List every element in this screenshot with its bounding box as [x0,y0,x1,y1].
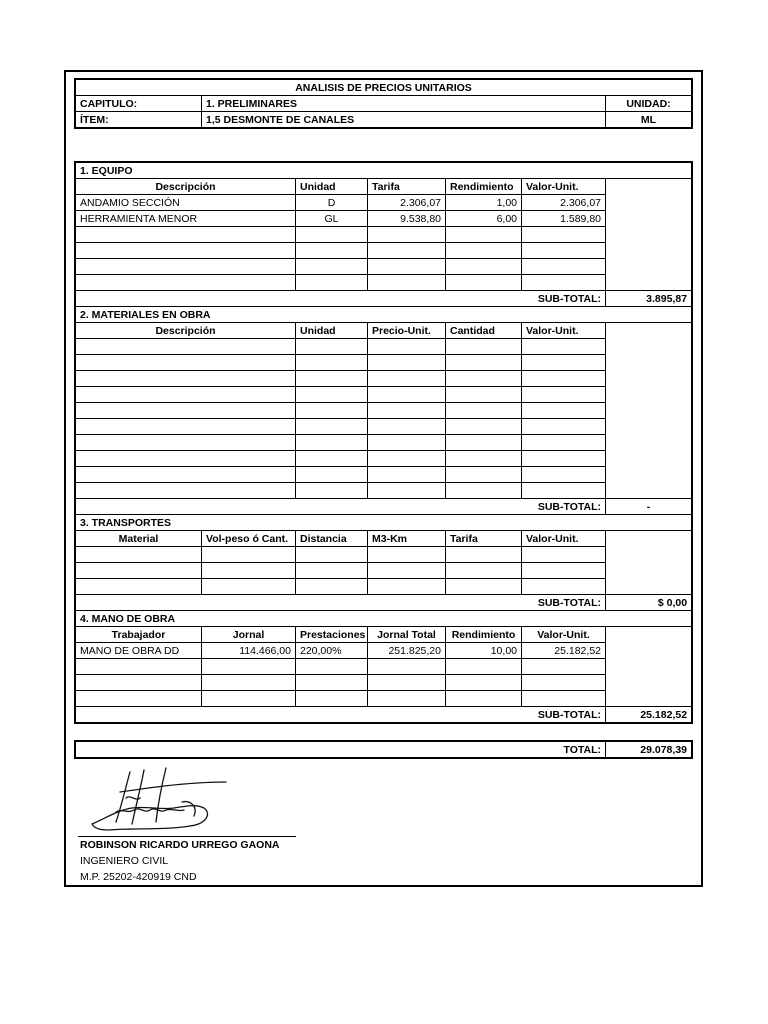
total-value: 29.078,39 [606,742,692,758]
mano-obra-side-cell [606,627,692,707]
transportes-side-cell [606,531,692,595]
table-row [76,195,692,211]
materiales-col-valor: Valor-Unit. [522,323,606,339]
mano-obra-subtotal-label: SUB-TOTAL: [76,707,606,723]
unidad-value: ML [606,112,692,128]
item-label: ÍTEM: [76,112,202,128]
table-row [76,547,692,563]
capitulo-value: 1. PRELIMINARES [202,96,606,112]
materiales-col-unidad: Unidad [296,323,368,339]
section-equipo-title: 1. EQUIPO [76,163,692,179]
mano-obra-col-trabajador: Trabajador [76,627,202,643]
mano-obra-subtotal-row [76,707,692,723]
equipo-valor: 2.306,07 [522,195,606,211]
table-row [76,435,692,451]
unidad-label: UNIDAD: [606,96,692,112]
equipo-rendimiento: 6,00 [446,211,522,227]
transportes-col-distancia: Distancia [296,531,368,547]
transportes-header-row [76,531,692,547]
equipo-unidad: D [296,195,368,211]
table-row [76,339,692,355]
table-row [76,691,692,707]
transportes-col-m3km: M3-Km [368,531,446,547]
materiales-col-precio: Precio-Unit. [368,323,446,339]
table-row [76,483,692,499]
apu-sections-table [75,162,692,723]
section-mano-obra-title: 4. MANO DE OBRA [76,611,692,627]
section-materiales-title: 2. MATERIALES EN OBRA [76,307,692,323]
transportes-col-valor: Valor-Unit. [522,531,606,547]
table-row [76,259,692,275]
equipo-tarifa: 9.538,80 [368,211,446,227]
table-row [76,467,692,483]
table-row [76,275,692,291]
equipo-col-valor: Valor-Unit. [522,179,606,195]
transportes-subtotal-label: SUB-TOTAL: [76,595,606,611]
equipo-desc: ANDAMIO SECCIÓN [76,195,296,211]
equipo-side-cell [606,179,692,291]
total-label: TOTAL: [76,742,606,758]
equipo-header-row [76,179,692,195]
equipo-desc: HERRAMIENTA MENOR [76,211,296,227]
equipo-col-descripcion: Descripción [76,179,296,195]
materiales-subtotal-value: - [606,499,692,515]
mano-obra-prestaciones: 220,00% [296,643,368,659]
table-row [76,243,692,259]
table-row [76,371,692,387]
mano-obra-header-row [76,627,692,643]
signature-image [86,764,236,836]
table-row [76,659,692,675]
materiales-col-cantidad: Cantidad [446,323,522,339]
equipo-col-rendimiento: Rendimiento [446,179,522,195]
mano-obra-col-rendimiento: Rendimiento [446,627,522,643]
mano-obra-subtotal-value: 25.182,52 [606,707,692,723]
mano-obra-jornal: 114.466,00 [202,643,296,659]
total-table [75,741,692,758]
table-row [76,451,692,467]
header-table [75,79,692,128]
table-row [76,579,692,595]
transportes-subtotal-value: $ 0,00 [606,595,692,611]
mano-obra-jornal-total: 251.825,20 [368,643,446,659]
materiales-col-descripcion: Descripción [76,323,296,339]
equipo-tarifa: 2.306,07 [368,195,446,211]
materiales-subtotal-row [76,499,692,515]
mano-obra-col-jornal-total: Jornal Total [368,627,446,643]
mano-obra-rendimiento: 10,00 [446,643,522,659]
table-row [76,643,692,659]
table-row [76,211,692,227]
signer-title: INGENIERO CIVIL [80,855,169,867]
table-row [76,563,692,579]
transportes-col-volpeso: Vol-peso ó Cant. [202,531,296,547]
mano-obra-col-jornal: Jornal [202,627,296,643]
mano-obra-valor: 25.182,52 [522,643,606,659]
equipo-valor: 1.589,80 [522,211,606,227]
mano-obra-col-valor: Valor-Unit. [522,627,606,643]
mano-obra-trabajador: MANO DE OBRA DD [76,643,202,659]
table-row [76,675,692,691]
transportes-subtotal-row [76,595,692,611]
table-row [76,227,692,243]
page-title: ANALISIS DE PRECIOS UNITARIOS [76,80,692,96]
table-row [76,403,692,419]
transportes-col-tarifa: Tarifa [446,531,522,547]
equipo-subtotal-row [76,291,692,307]
equipo-unidad: GL [296,211,368,227]
equipo-subtotal-value: 3.895,87 [606,291,692,307]
signature-line [78,836,296,837]
signer-mp: M.P. 25202-420919 CND [80,871,197,883]
section-transportes-title: 3. TRANSPORTES [76,515,692,531]
materiales-subtotal-label: SUB-TOTAL: [76,499,606,515]
item-value: 1,5 DESMONTE DE CANALES [202,112,606,128]
equipo-col-tarifa: Tarifa [368,179,446,195]
table-row [76,419,692,435]
materiales-header-row [76,323,692,339]
transportes-col-material: Material [76,531,202,547]
signer-name: ROBINSON RICARDO URREGO GAONA [80,839,280,851]
mano-obra-col-prestaciones: Prestaciones [296,627,368,643]
table-row [76,355,692,371]
equipo-subtotal-label: SUB-TOTAL: [76,291,606,307]
equipo-rendimiento: 1,00 [446,195,522,211]
capitulo-label: CAPITULO: [76,96,202,112]
table-row [76,387,692,403]
equipo-col-unidad: Unidad [296,179,368,195]
materiales-side-cell [606,323,692,499]
